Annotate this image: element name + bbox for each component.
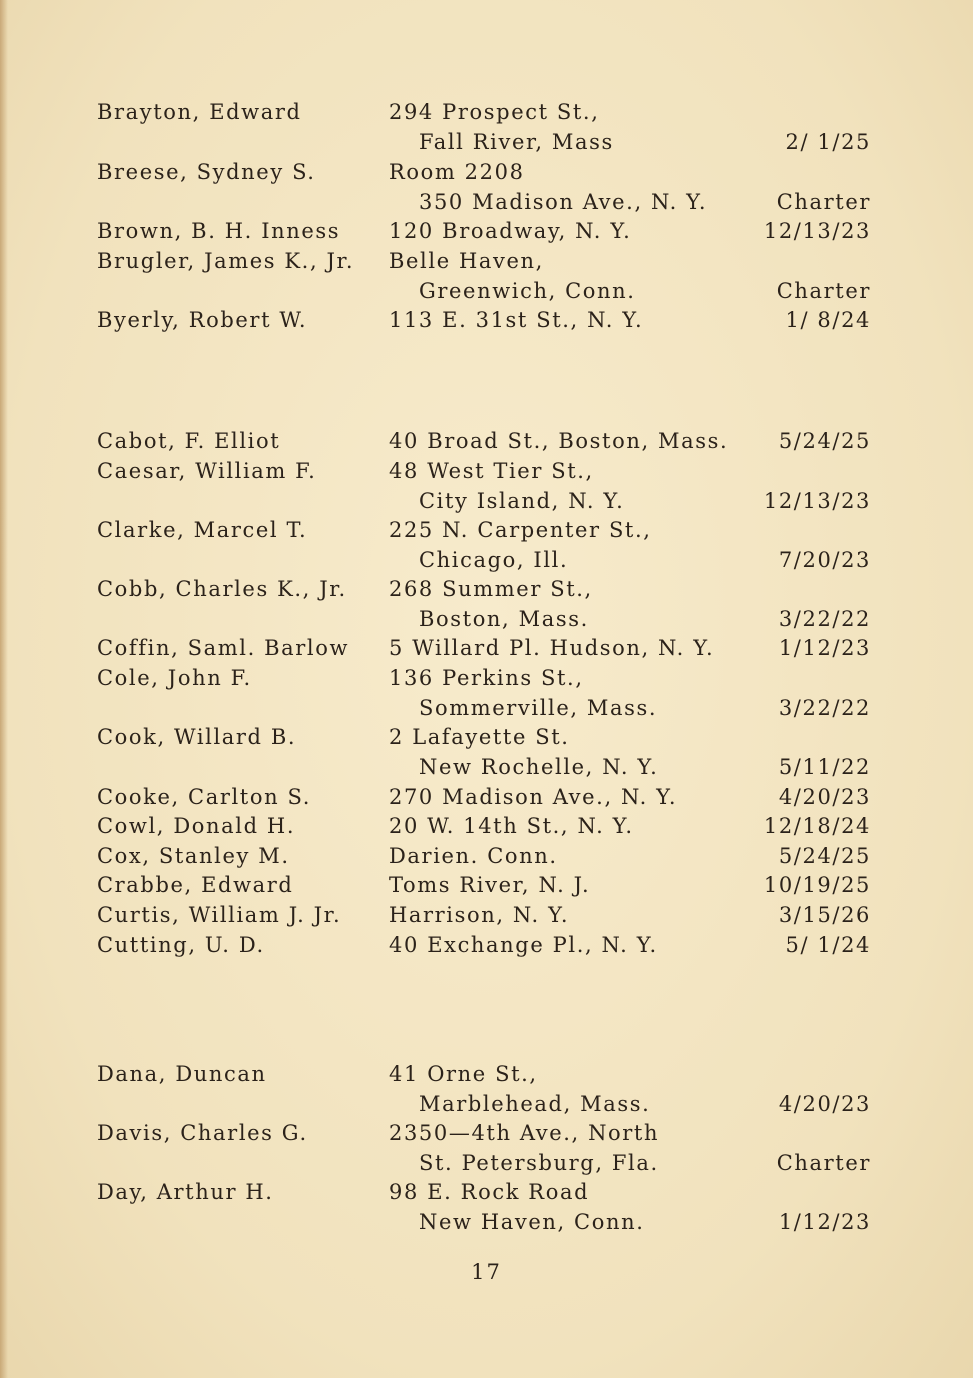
directory-entry [0,160,973,219]
member-address: 268 Summer St., [389,577,593,601]
member-address: 2 Lafayette St. [389,725,570,749]
directory-entry [0,636,973,666]
member-name: Curtis, William J. Jr. [97,903,342,927]
member-name: Cooke, Carlton S. [97,785,311,809]
member-address: 270 Madison Ave., N. Y. [389,785,678,809]
member-name: Cabot, F. Elliot [97,429,281,453]
directory-entry [0,785,973,815]
directory-entry [0,1180,973,1239]
member-name: Coffin, Saml. Barlow [97,636,350,660]
directory-entry [0,725,973,784]
member-name: Cobb, Charles K., Jr. [97,577,347,601]
member-name: Cox, Stanley M. [97,844,290,868]
member-date: 1/12/23 [778,1209,871,1234]
member-name: Byerly, Robert W. [97,308,308,332]
member-address-continued: New Haven, Conn. [419,1209,645,1234]
member-address: Room 2208 [389,160,525,184]
directory-entry [0,100,973,159]
member-name: Cowl, Donald H. [97,814,296,838]
member-date: 3/15/26 [778,903,871,927]
member-name: Breese, Sydney S. [97,160,316,184]
member-date: Charter [776,278,871,303]
member-date: 5/24/25 [778,429,871,453]
member-date: 12/18/24 [763,814,871,838]
member-address-continued: Boston, Mass. [419,606,589,631]
member-name: Cutting, U. D. [97,933,265,957]
member-address: 20 W. 14th St., N. Y. [389,814,634,838]
member-name: Cole, John F. [97,666,252,690]
directory-entry [0,903,973,933]
member-date: Charter [776,1150,871,1175]
member-date: 12/13/23 [763,488,871,513]
directory-entry [0,844,973,874]
member-address: 5 Willard Pl. Hudson, N. Y. [389,636,715,660]
member-address: 225 N. Carpenter St., [389,518,652,542]
directory-entry [0,219,973,249]
member-name: Brugler, James K., Jr. [97,249,355,273]
directory-entry [0,459,973,518]
directory-entry [0,429,973,459]
member-name: Crabbe, Edward [97,873,294,897]
member-date: 12/13/23 [763,219,871,243]
directory-entry [0,933,973,963]
member-address-continued: Chicago, Ill. [419,547,569,572]
member-address: 98 E. Rock Road [389,1180,590,1204]
member-address-continued: St. Petersburg, Fla. [419,1150,659,1175]
member-name: Cook, Willard B. [97,725,297,749]
member-date: 4/20/23 [778,1091,871,1116]
directory-entry [0,518,973,577]
member-address-continued: Marblehead, Mass. [419,1091,651,1116]
member-name: Brown, B. H. Inness [97,219,341,243]
directory-entry [0,1121,973,1180]
member-date: Charter [776,189,871,214]
directory-entry [0,249,973,308]
directory-entry [0,1062,973,1121]
member-address: 40 Broad St., Boston, Mass. [389,429,729,453]
member-address-continued: City Island, N. Y. [419,488,625,513]
member-date: 5/11/22 [778,754,871,779]
member-address-continued: Sommerville, Mass. [419,695,658,720]
member-address: 48 West Tier St., [389,459,594,483]
member-date: 10/19/25 [763,873,871,897]
member-date: 4/20/23 [778,785,871,809]
member-address: Harrison, N. Y. [389,903,570,927]
member-address: 113 E. 31st St., N. Y. [389,308,644,332]
page-number: 17 [471,1260,502,1284]
member-date: 5/ 1/24 [785,933,871,957]
member-address: Belle Haven, [389,249,544,273]
member-name: Davis, Charles G. [97,1121,308,1145]
member-date: 2/ 1/25 [785,129,871,154]
member-address: Toms River, N. J. [389,873,591,897]
member-address: 294 Prospect St., [389,100,600,124]
directory-entry [0,308,973,338]
member-address: Darien. Conn. [389,844,558,868]
member-address-continued: 350 Madison Ave., N. Y. [419,189,708,214]
member-address-continued: Greenwich, Conn. [419,278,636,303]
member-address-continued: New Rochelle, N. Y. [419,754,659,779]
member-name: Caesar, William F. [97,459,317,483]
member-name: Day, Arthur H. [97,1180,274,1204]
member-address: 40 Exchange Pl., N. Y. [389,933,658,957]
member-name: Brayton, Edward [97,100,302,124]
member-address: 2350—4th Ave., North [389,1121,660,1145]
member-name: Clarke, Marcel T. [97,518,308,542]
member-address: 120 Broadway, N. Y. [389,219,632,243]
directory-entry [0,666,973,725]
member-name: Dana, Duncan [97,1062,267,1086]
member-address: 136 Perkins St., [389,666,584,690]
member-date: 3/22/22 [778,695,871,720]
member-date: 7/20/23 [778,547,871,572]
member-address-continued: Fall River, Mass [419,129,614,154]
directory-entry [0,814,973,844]
member-date: 1/12/23 [778,636,871,660]
directory-entry [0,873,973,903]
member-date: 5/24/25 [778,844,871,868]
member-date: 3/22/22 [778,606,871,631]
member-date: 1/ 8/24 [785,308,871,332]
member-address: 41 Orne St., [389,1062,538,1086]
directory-entry [0,577,973,636]
